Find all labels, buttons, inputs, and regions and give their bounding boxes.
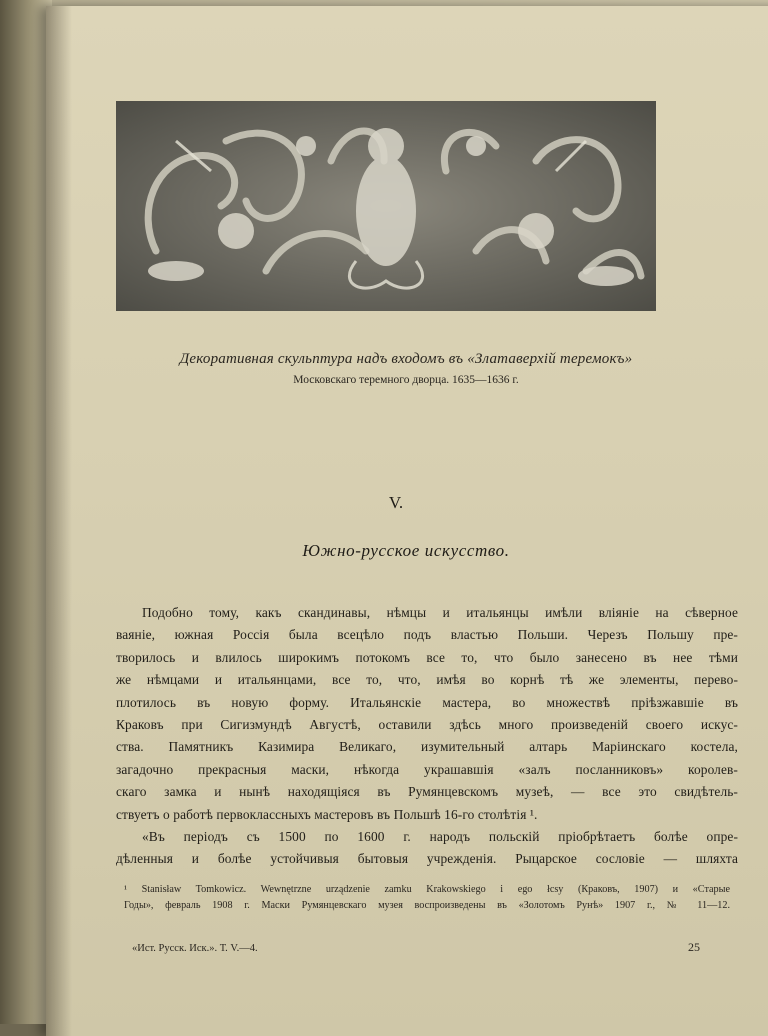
text-line: загадочно прекрасныя маски, нѣкогда украшавшія «залъ посланниковъ» королев-	[116, 761, 738, 777]
body-text	[116, 602, 738, 871]
text-line: дѣленныя и болѣе устойчивыя бытовыя учрежденія. Рыцарское сословіе — шляхта	[116, 851, 738, 867]
chapter-number: V.	[388, 493, 404, 512]
relief-photograph	[116, 101, 656, 311]
carved-frieze-image	[116, 101, 656, 311]
running-footer: «Ист. Русск. Иск.». Т. V.—4.	[132, 943, 258, 954]
footnote-line: Годы», февраль 1908 г. Маски Румянцевскаго музея воспроизведены въ «Золотомъ Рунѣ» 1907 г., № 11—12.	[124, 900, 730, 911]
text-line: ствуетъ о работѣ первоклассныхъ мастеровъ въ Польшѣ 16-го столѣтія ¹.	[116, 806, 538, 822]
text-line: скаго замка и нынѣ находящіяся въ Румянцевскомъ музеѣ, — все это свидѣтель-	[116, 784, 738, 800]
footnote-line: ¹ Stanisław Tomkowicz. Wewnętrzne urządzenie zamku Krakowskiego i ego łcsy (Краковъ, 1907) и «Старые	[124, 884, 730, 895]
text-line: Подобно тому, какъ скандинавы, нѣмцы и итальянцы имѣли вліяніе на сѣверное	[142, 605, 738, 620]
text-line: же нѣмцами и итальянцами, все то, что, имѣя во корнѣ тѣ же элементы, перево-	[116, 672, 738, 688]
figure-subcaption: Московскаго теремного дворца. 1635—1636 г.	[293, 374, 519, 386]
figure-caption: Декоративная скульптура надъ входомъ въ «Златаверхій теремокъ»	[179, 351, 633, 367]
text-line: творилось и влилось широкимъ потокомъ все то, что было занесено въ нее тѣми	[116, 649, 738, 665]
chapter-title: Южно-русское искусство.	[302, 541, 510, 560]
text-line: Краковъ при Сигизмундѣ Августѣ, оставили здѣсь много произведеній своего искус-	[116, 716, 738, 732]
book-page	[46, 6, 768, 1036]
previous-page-edge	[0, 0, 52, 1024]
text-line: плотилось въ новую форму. Итальянскіе мастера, во множествѣ пріѣзжавшіе въ	[116, 694, 738, 710]
text-line: ства. Памятникъ Казимира Великаго, изумительный алтарь Маріинскаго костела,	[116, 739, 738, 755]
footnotes	[124, 882, 730, 914]
spine-shadow	[46, 6, 72, 1036]
text-line: ваяніе, южная Россія была всецѣло подъ властью Польши. Черезъ Польшу пре-	[116, 627, 738, 643]
text-line: «Въ періодъ съ 1500 по 1600 г. народъ польскій пріобрѣтаетъ болѣе опре-	[142, 828, 738, 844]
page-number: 25	[688, 940, 700, 954]
